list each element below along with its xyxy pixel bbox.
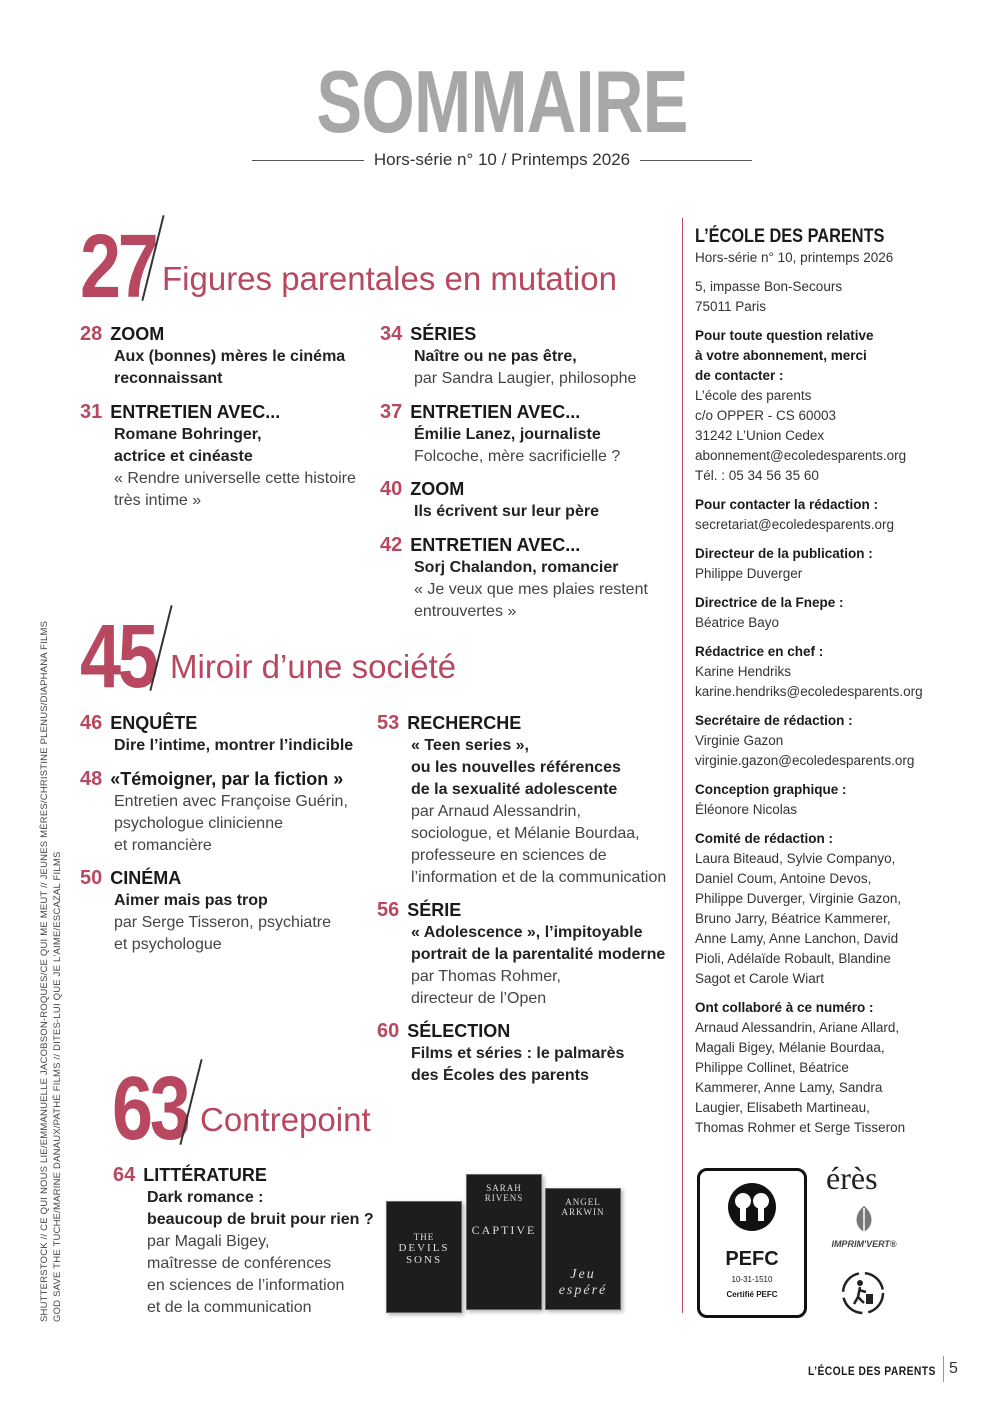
masthead-value: Tél. : 05 34 56 35 60: [695, 468, 819, 483]
masthead-value: Anne Lamy, Anne Lanchon, David: [695, 931, 899, 946]
toc-detail-line: et psychologue: [114, 936, 222, 953]
toc-entry: [377, 898, 667, 1010]
toc-entry-text: [114, 346, 370, 390]
toc-headline-line: Films et séries : le palmarès: [411, 1045, 625, 1062]
toc-headline-line: ou les nouvelles références: [411, 759, 621, 776]
toc-page-number: 53: [377, 712, 400, 734]
masthead-value: Kammerer, Anne Lamy, Sandra: [695, 1080, 883, 1095]
toc-page-number: 64: [113, 1164, 136, 1186]
toc-entry: [113, 1163, 403, 1319]
masthead-label: Directrice de la Fnepe :: [695, 595, 844, 610]
toc-headline-line: Aux (bonnes) mères le cinéma: [114, 348, 346, 365]
toc-entry-text: [411, 1043, 667, 1087]
toc-rubric: LITTÉRATURE: [143, 1165, 267, 1185]
footer-divider: [943, 1356, 944, 1382]
toc-entry-head: [80, 711, 370, 735]
toc-headline-line: des Écoles des parents: [411, 1067, 589, 1084]
toc-entry-head: [113, 1163, 403, 1187]
toc-detail-line: l’information et de la communication: [411, 869, 667, 886]
issue-subtitle-text: Hors-série n° 10 / Printemps 2026: [373, 150, 631, 169]
masthead-block: [695, 495, 995, 535]
toc-page-number: 34: [380, 323, 403, 345]
book-title: DEVILS SONS: [398, 1242, 450, 1266]
subtitle-rule-left: [252, 160, 364, 161]
toc-detail-line: en sciences de l’information: [147, 1277, 345, 1294]
toc-detail-line: par Sandra Laugier, philosophe: [414, 370, 637, 387]
footer-org: L’ÉCOLE DES PARENTS: [808, 1364, 936, 1378]
toc-headline-line: « Teen series »,: [411, 737, 529, 754]
masthead-value: abonnement@ecoledesparents.org: [695, 448, 907, 463]
toc-rubric: ENQUÊTE: [110, 713, 198, 733]
masthead-label: Secrétaire de rédaction :: [695, 713, 853, 728]
toc-headline-line: portrait de la parentalité moderne: [411, 946, 666, 963]
toc-detail-line: par Arnaud Alessandrin,: [411, 803, 581, 820]
masthead-value: L’école des parents: [695, 388, 812, 403]
section-title: Contrepoint: [200, 1101, 371, 1138]
toc-entry-head: [377, 1019, 667, 1043]
toc-entry: [80, 711, 370, 757]
toc-rubric: ZOOM: [410, 479, 465, 499]
masthead-block: [695, 711, 995, 771]
masthead-value: 31242 L’Union Cedex: [695, 428, 825, 443]
toc-headline-line: actrice et cinéaste: [114, 448, 253, 465]
section-number: 27: [80, 217, 156, 317]
book-title: CAPTIVE: [471, 1223, 537, 1237]
toc-entry-head: [80, 767, 370, 791]
toc-entry-head: [80, 322, 370, 346]
toc-entry-text: [414, 557, 670, 623]
toc-rubric: RECHERCHE: [407, 713, 522, 733]
book-cover-captive: [466, 1174, 542, 1310]
toc-page-number: 37: [380, 401, 403, 423]
toc-entry: [80, 866, 370, 956]
toc-rubric: SÉLECTION: [407, 1021, 511, 1041]
credit-line: GOD SAVE THE TUCHE/MARINE DANAUX/PATHÉ FILMS // DITES-LUI QUE JE L'AIME/ESCAZAL FILMS: [52, 851, 63, 1322]
toc-entry-text: [411, 735, 667, 889]
toc-entry: [380, 533, 670, 623]
masthead-address: [695, 277, 995, 317]
toc-headline-line: beaucoup de bruit pour rien ?: [147, 1211, 374, 1228]
toc-rubric: ZOOM: [110, 324, 165, 344]
book-top-text: SARAH RIVENS: [484, 1183, 524, 1203]
toc-page-number: 31: [80, 401, 103, 423]
toc-headline-line: Dark romance :: [147, 1189, 264, 1206]
toc-page-number: 40: [380, 478, 403, 500]
masthead-value: Laugier, Elisabeth Martineau,: [695, 1100, 870, 1115]
pefc-code: 10-31-1510: [731, 1275, 773, 1284]
recycle-person-icon: [840, 1270, 886, 1316]
toc-entry: [380, 400, 670, 468]
publisher-logo: érès: [826, 1160, 878, 1196]
masthead-label: Pour toute question relative: [695, 328, 874, 343]
toc-entry: [80, 767, 370, 857]
toc-entry-head: [380, 400, 670, 424]
toc-entry: [377, 1019, 667, 1087]
page-number: 5: [949, 1360, 958, 1377]
toc-rubric: ENTRETIEN AVEC...: [410, 402, 581, 422]
toc-entry-head: [380, 322, 670, 346]
toc-rubric: SÉRIE: [407, 900, 462, 920]
toc-detail-line: directeur de l’Open: [411, 990, 547, 1007]
toc-rubric: ENTRETIEN AVEC...: [110, 402, 281, 422]
masthead-value: Thomas Rohmer et Serge Tisseron: [695, 1120, 906, 1135]
book-top-text: THE: [413, 1232, 435, 1242]
toc-entry-head: [380, 477, 670, 501]
pefc-logo: [697, 1168, 807, 1318]
masthead-block: [695, 998, 995, 1138]
toc-detail-line: psychologue clinicienne: [114, 815, 283, 832]
toc-rubric: SÉRIES: [410, 324, 477, 344]
toc-entry: [380, 322, 670, 390]
masthead-label: de contacter :: [695, 368, 784, 383]
masthead-block: [695, 829, 995, 989]
toc-detail-line: Entretien avec Françoise Guérin,: [114, 793, 348, 810]
masthead-block: [695, 780, 995, 820]
masthead-value: Bruno Jarry, Béatrice Kammerer,: [695, 911, 891, 926]
masthead-value: karine.hendriks@ecoledesparents.org: [695, 684, 923, 699]
toc-detail-line: par Serge Tisseron, psychiatre: [114, 914, 331, 931]
toc-detail-line: « Je veux que mes plaies restent: [414, 581, 648, 598]
masthead-value: Philippe Duverger, Virginie Gazon,: [695, 891, 902, 906]
masthead-label: Conception graphique :: [695, 782, 847, 797]
toc-rubric: ENTRETIEN AVEC...: [410, 535, 581, 555]
masthead-label: Ont collaboré à ce numéro :: [695, 1000, 874, 1015]
book-cover-jeu-espere: [545, 1188, 621, 1310]
masthead-label: à votre abonnement, merci: [695, 348, 867, 363]
credit-line: SHUTTERSTOCK // CE QUI NOUS LIE/EMMANUELLE JACOBSON-ROQUES/CE QUI ME MEUT // JEUNES MÈRES/CHRISTINE PLENUS/DIAPHANA FILMS: [39, 620, 50, 1322]
toc-entry: [80, 322, 370, 390]
masthead-block: [695, 642, 995, 702]
toc-entry-text: [114, 791, 370, 857]
pefc-name: PEFC: [725, 1248, 779, 1270]
section-number: 45: [80, 607, 156, 707]
toc-headline-line: Romane Bohringer,: [114, 426, 262, 443]
toc-page-number: 48: [80, 768, 103, 790]
column-divider: [682, 218, 683, 1313]
masthead-value: Laura Biteaud, Sylvie Companyo,: [695, 851, 896, 866]
address-line: 5, impasse Bon-Secours: [695, 279, 843, 294]
toc-page-number: 46: [80, 712, 103, 734]
masthead-value: Éléonore Nicolas: [695, 802, 798, 817]
toc-headline-line: Émilie Lanez, journaliste: [414, 426, 601, 443]
masthead-value: Magali Bigey, Mélanie Bourdaa,: [695, 1040, 885, 1055]
masthead-label: Pour contacter la rédaction :: [695, 497, 879, 512]
section-number: 63: [112, 1059, 188, 1159]
toc-detail-line: et de la communication: [147, 1299, 312, 1316]
masthead-label: Comité de rédaction :: [695, 831, 834, 846]
toc-headline-line: reconnaissant: [114, 370, 223, 387]
toc-rubric: CINÉMA: [110, 868, 182, 888]
toc-headline-line: Aimer mais pas trop: [114, 892, 268, 909]
section-title: Figures parentales en mutation: [162, 260, 617, 297]
toc-entry-head: [80, 866, 370, 890]
masthead-block: [695, 326, 995, 486]
toc-headline-line: « Adolescence », l’impitoyable: [411, 924, 643, 941]
toc-entry-head: [377, 711, 667, 735]
toc-detail-line: Folcoche, mère sacrificielle ?: [414, 448, 621, 465]
masthead-value: secretariat@ecoledesparents.org: [695, 517, 895, 532]
toc-detail-line: par Thomas Rohmer,: [411, 968, 561, 985]
masthead-value: Arnaud Alessandrin, Ariane Allard,: [695, 1020, 900, 1035]
toc-entry: [377, 711, 667, 889]
book-top-text: ANGEL ARKWIN: [561, 1197, 605, 1217]
imprimvert-text: IMPRIM'VERT®: [831, 1239, 897, 1249]
toc-entry-text: [414, 424, 670, 468]
masthead-issue: Hors-série n° 10, printemps 2026: [695, 250, 894, 265]
toc-page-number: 56: [377, 899, 400, 921]
masthead-value: Daniel Coum, Antoine Devos,: [695, 871, 872, 886]
masthead-label: Directeur de la publication :: [695, 546, 873, 561]
toc-entry-head: [377, 898, 667, 922]
toc-headline-line: Sorj Chalandon, romancier: [414, 559, 619, 576]
toc-detail-line: sociologue, et Mélanie Bourdaa,: [411, 825, 640, 842]
photo-credits: [38, 620, 64, 1322]
toc-entry-text: [411, 922, 667, 1010]
toc-entry-text: [114, 890, 370, 956]
masthead: [695, 226, 995, 1138]
toc-detail-line: « Rendre universelle cette histoire: [114, 470, 356, 487]
masthead-value: Virginie Gazon: [695, 733, 784, 748]
toc-entry-text: [114, 424, 370, 512]
toc-page-number: 42: [380, 534, 403, 556]
toc-entry-text: [414, 346, 670, 390]
masthead-value: Philippe Collinet, Béatrice: [695, 1060, 849, 1075]
pefc-cert: Certifié PEFC: [726, 1290, 778, 1299]
masthead-value: Sagot et Carole Wiart: [695, 971, 825, 986]
masthead-value: Karine Hendriks: [695, 664, 792, 679]
toc-entry-head: [380, 533, 670, 557]
toc-entry-text: [414, 501, 670, 523]
toc-headline-line: Naître ou ne pas être,: [414, 348, 577, 365]
masthead-org: L’ÉCOLE DES PARENTS: [695, 226, 885, 247]
toc-rubric: «Témoigner, par la fiction »: [110, 769, 344, 789]
imprimvert-logo: [818, 1204, 910, 1249]
masthead-value: Philippe Duverger: [695, 566, 803, 581]
masthead-value: c/o OPPER - CS 60003: [695, 408, 837, 423]
toc-entry-text: [147, 1187, 403, 1319]
toc-detail-line: maîtresse de conférences: [147, 1255, 332, 1272]
section-title: Miroir d’une société: [170, 648, 457, 685]
toc-headline-line: de la sexualité adolescente: [411, 781, 618, 798]
book-cover-devils-sons: [386, 1201, 462, 1313]
toc-detail-line: très intime »: [114, 492, 202, 509]
leaf-icon: [844, 1204, 884, 1234]
toc-entry: [80, 400, 370, 512]
subtitle-rule-right: [640, 160, 752, 161]
masthead-label: Rédactrice en chef :: [695, 644, 824, 659]
toc-entry-text: [114, 735, 370, 757]
book-title: Jeu espéré: [558, 1267, 608, 1298]
issue-subtitle: [252, 150, 752, 170]
toc-entry-head: [80, 400, 370, 424]
toc-page-number: 60: [377, 1020, 400, 1042]
masthead-block: [695, 593, 995, 633]
address-line: 75011 Paris: [695, 299, 767, 314]
toc-headline-line: Ils écrivent sur leur père: [414, 503, 599, 520]
toc-page-number: 50: [80, 867, 103, 889]
masthead-value: virginie.gazon@ecoledesparents.org: [695, 753, 915, 768]
pefc-tree-icon: [700, 1171, 804, 1251]
toc-detail-line: par Magali Bigey,: [147, 1233, 270, 1250]
page-title: SOMMAIRE: [316, 52, 688, 151]
toc-headline-line: Dire l’intime, montrer l’indicible: [114, 737, 354, 754]
toc-page-number: 28: [80, 323, 103, 345]
masthead-block: [695, 544, 995, 584]
toc-entry: [380, 477, 670, 523]
masthead-value: Pioli, Adélaïde Robault, Blandine: [695, 951, 891, 966]
masthead-value: Béatrice Bayo: [695, 615, 780, 630]
toc-detail-line: entrouvertes »: [414, 603, 517, 620]
toc-detail-line: professeure en sciences de: [411, 847, 607, 864]
toc-detail-line: et romancière: [114, 837, 212, 854]
